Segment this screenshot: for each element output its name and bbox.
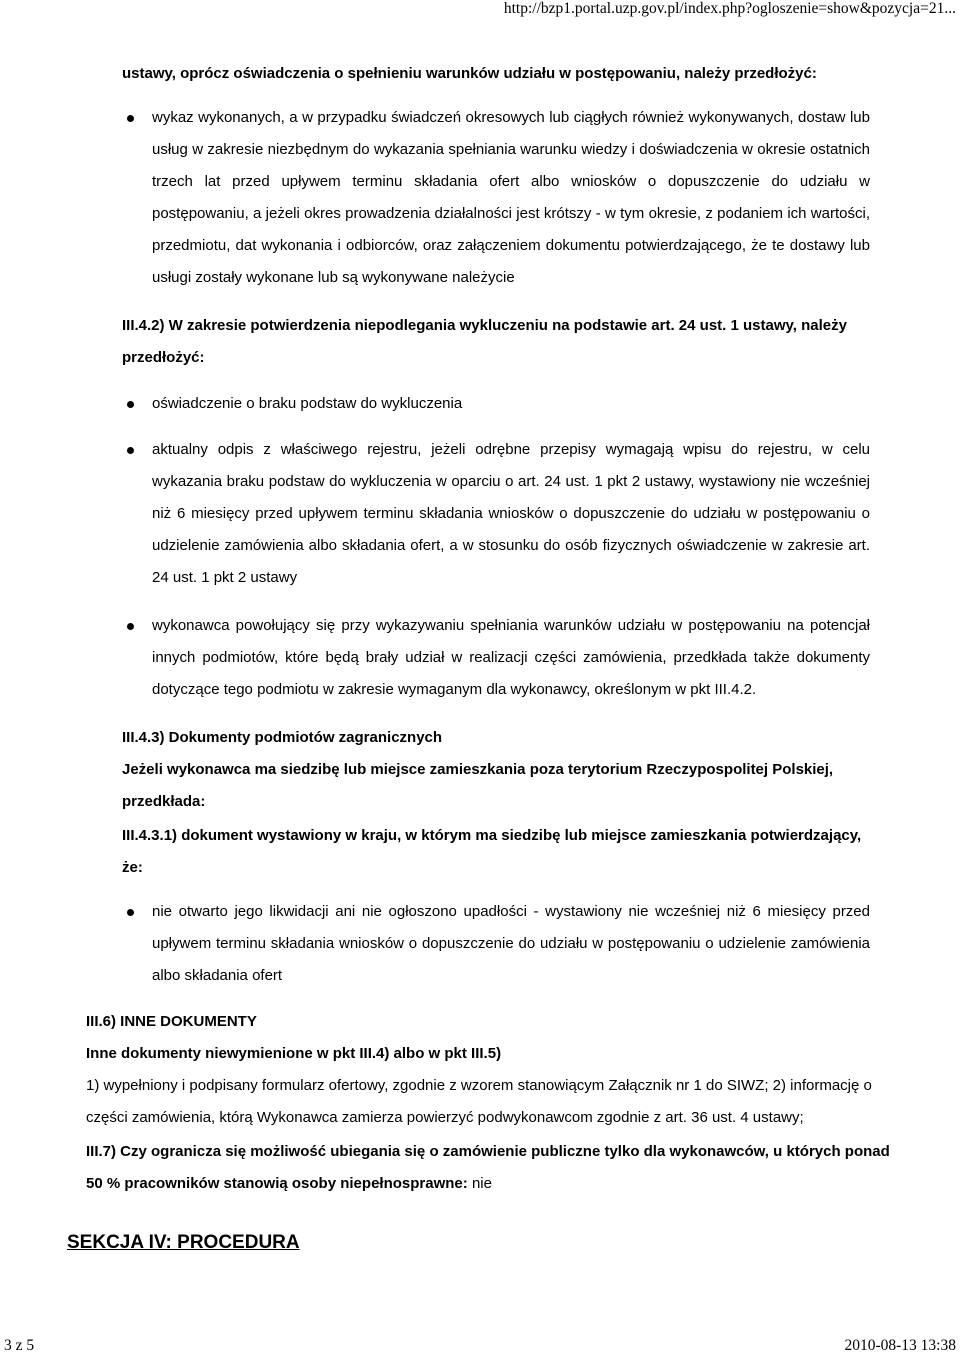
list-item [152,102,870,294]
page-url: http://bzp1.portal.uzp.gov.pl/index.php?ogloszenie=show&pozycja=21... [503,0,956,17]
other-docs-text: 1) wypełniony i podpisany formularz ofertowy, zgodnie z wzorem stanowiącym Załącznik nr 1 do SIWZ; 2) informację o części zamówienia, którą Wykonawca zamierza powierzyć podwykonawcom zgodnie z art. 36 ust. 4 ustawy; [86,1077,872,1126]
section-iv-title: SEKCJA IV: PROCEDURA [67,1232,300,1253]
page-number: 3 z 5 [4,1337,35,1354]
list-item-text: nie otwarto jego likwidacji ani nie ogłoszono upadłości - wystawiony nie wcześniej niż 6 miesięcy przed upływem terminu składania wniosków o dopuszczenie do udziału w postępowaniu o udzielenie zamówienia albo składania ofert [152,903,870,984]
bullet-icon [127,447,134,454]
bullet-icon [127,909,134,916]
foreign-entities-subheading: Jeżeli wykonawca ma siedzibę lub miejsce zamieszkania poza terytorium Rzeczypospolitej Polskiej, przedkłada: [122,761,834,810]
print-timestamp: 2010-08-13 13:38 [844,1337,956,1354]
list-item-text: oświadczenie o braku podstaw do wykluczenia [152,395,463,412]
list-item-text: aktualny odpis z właściwego rejestru, jeżeli odrębne przepisy wymagają wpisu do rejestru, w celu wykazania braku podstaw do wykluczenia w oparciu o art. 24 ust. 1 pkt 2 ustawy, wystawiony nie wcześniej niż 6 miesięcy przed upływem terminu składania wniosków o dopuszczenie do udziału w postępowaniu o udzielenie zamówienia albo składania ofert, a w stosunku do osób fizycznych oświadczenie w zakresie art. 24 ust. 1 pkt 2 ustawy [152,441,870,586]
answer-iii-7: nie [471,1175,492,1192]
requirements-list [0,102,960,294]
other-docs-subheading: Inne dokumenty niewymienione w pkt III.4) albo w pkt III.5) [86,1045,502,1062]
list-item-text: wykaz wykonanych, a w przypadku świadczeń okresowych lub ciągłych również wykonywanych, dostaw lub usług w zakresie niezbędnym do wykazania spełniania warunku wiedzy i doświadczenia w okresie ostatnich trzech lat przed upływem terminu składania ofert albo wniosków o dopuszczenie do udziału w postępowaniu, a jeżeli okres prowadzenia działalności jest krótszy - w tym okresie, z podaniem ich wartości, przedmiotu, dat wykonania i odbiorców, oraz załączeniem dokumentu potwierdzającego, że te dostawy lub usługi zostały wykonane lub są wykonywane należycie [152,109,870,286]
exclusion-docs-list [0,388,960,706]
bullet-icon [127,623,134,630]
list-item [152,610,870,706]
section-heading-iii-4-3: III.4.3) Dokumenty podmiotów zagranicznych [122,729,443,746]
question-iii-7: III.7) Czy ogranicza się możliwość ubiegania się o zamówienie publiczne tylko dla wykonawców, u których ponad 50 % pracowników stanowią osoby niepełnosprawne: [86,1143,890,1192]
bullet-icon [127,115,134,122]
section-iii-7 [86,1136,890,1200]
list-item [152,388,870,420]
section-heading-iii-4-3-1: III.4.3.1) dokument wystawiony w kraju, w którym ma siedzibę lub miejsce zamieszkania potwierdzający, że: [122,827,862,876]
list-item [152,896,870,992]
requirements-intro: ustawy, oprócz oświadczenia o spełnieniu warunków udziału w postępowaniu, należy przedłożyć: [122,65,817,82]
section-heading-iii-4-2: III.4.2) W zakresie potwierdzenia niepodlegania wykluczeniu na podstawie art. 24 ust. 1 ustawy, należy przedłożyć: [122,317,847,366]
section-heading-iii-6: III.6) INNE DOKUMENTY [86,1013,257,1030]
bullet-icon [127,401,134,408]
list-item [152,434,870,594]
list-item-text: wykonawca powołujący się przy wykazywaniu spełniania warunków udziału w postępowaniu na potencjał innych podmiotów, które będą brały udział w realizacji części zamówienia, przedkłada także dokumenty dotyczące tego podmiotu w zakresie wymaganym dla wykonawcy, określonym w pkt III.4.2. [152,617,870,698]
foreign-docs-list [0,896,960,992]
